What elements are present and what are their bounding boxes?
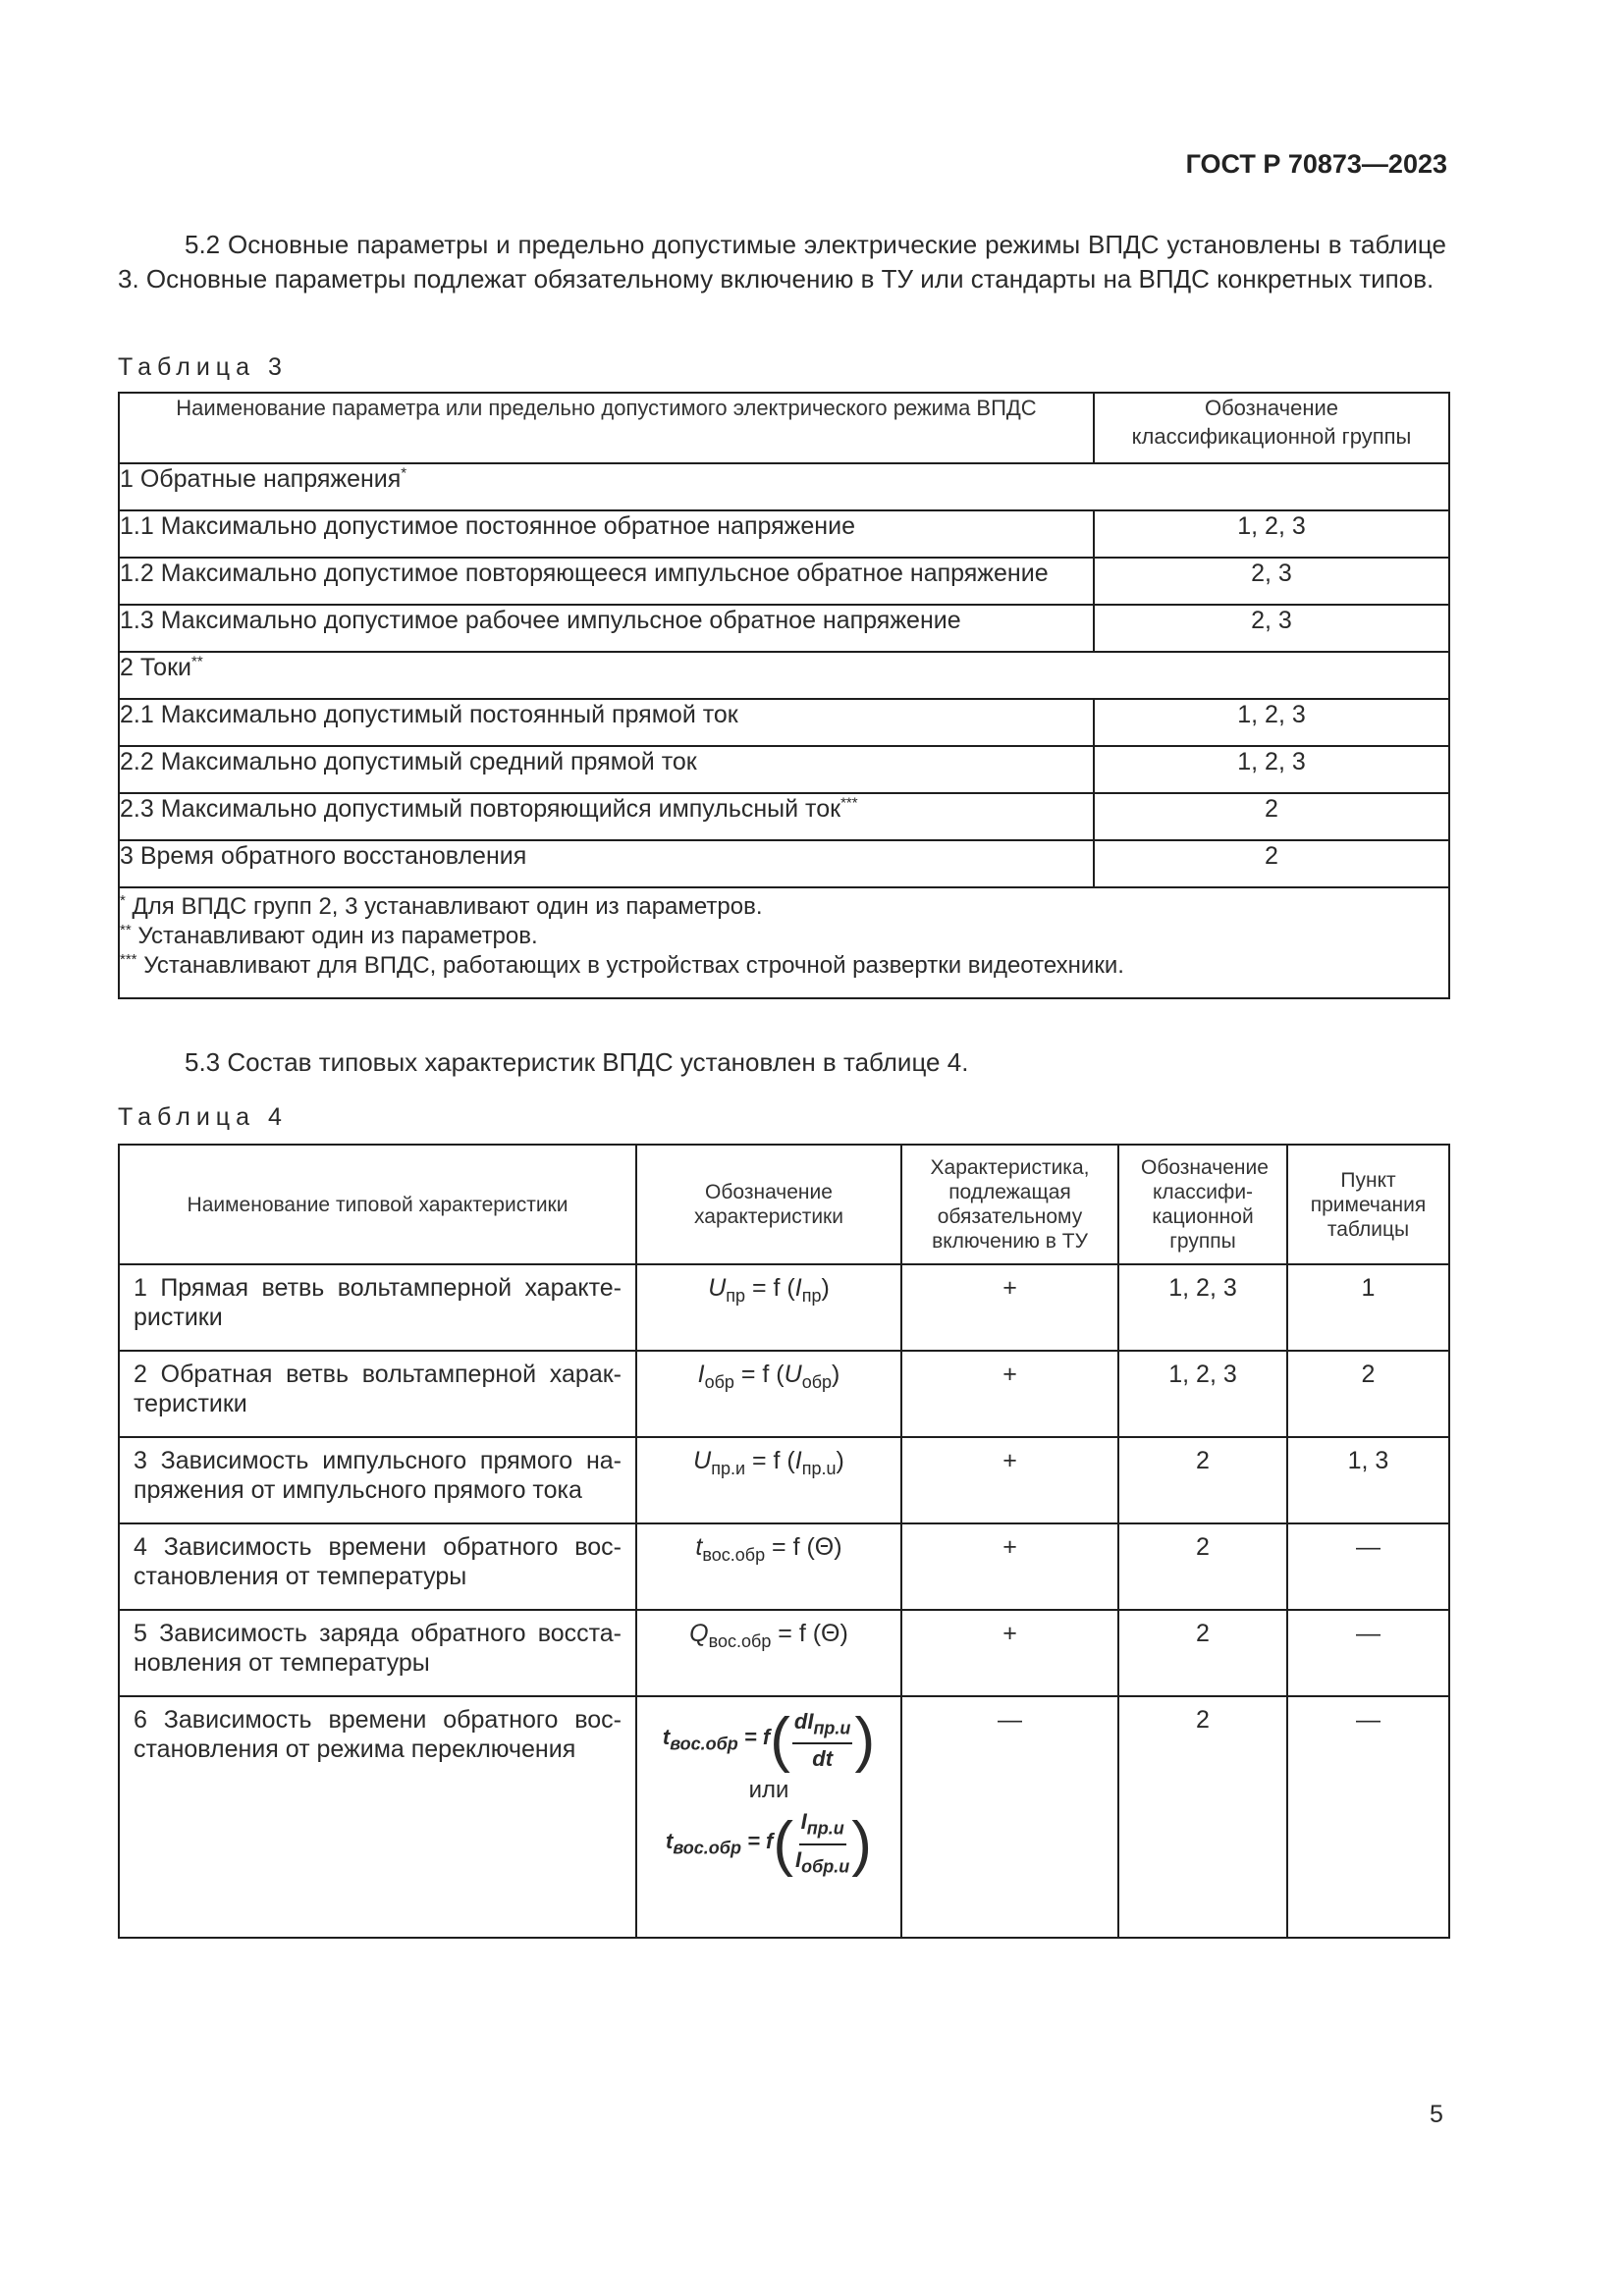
group-cell: 1, 2, 3 <box>1118 1351 1287 1437</box>
group-cell: 2, 3 <box>1094 605 1449 652</box>
formula: $Q_{вос.обр} = f$ (Θ) <box>636 1610 901 1696</box>
required-mark: — <box>901 1696 1118 1938</box>
characteristic-name: 6 Зависимость времени обратного вос-становления от режима переключения <box>119 1696 636 1938</box>
required-mark: + <box>901 1523 1118 1610</box>
table-4-caption: Таблица 4 <box>118 1103 288 1131</box>
table-row <box>119 605 1449 652</box>
footnote: * Для ВПДС групп 2, 3 устанавливают один из параметров. <box>120 892 763 920</box>
table-notes <box>119 887 1449 998</box>
required-mark: + <box>901 1437 1118 1523</box>
table-row <box>119 840 1449 887</box>
column-header: Обозначение характеристики <box>636 1145 901 1264</box>
parameter-cell: 1.3 Максимально допустимое рабочее импульсное обратное напряжение <box>119 605 1094 652</box>
table-row <box>119 1523 1449 1610</box>
formula <box>636 1696 901 1938</box>
group-cell: 2 <box>1094 793 1449 840</box>
characteristic-name: 1 Прямая ветвь вольтамперной характе-ристики <box>119 1264 636 1351</box>
paragraph-5-3: 5.3 Состав типовых характеристик ВПДС установлен в таблице 4. <box>185 1047 969 1077</box>
table-row <box>119 1610 1449 1696</box>
group-cell: 2 <box>1118 1696 1287 1938</box>
column-header: Наименование параметра или предельно допустимого электрического режима ВПДС <box>119 393 1094 463</box>
parameter-cell: 2.2 Максимально допустимый средний прямой ток <box>119 746 1094 793</box>
group-cell: 2 <box>1118 1437 1287 1523</box>
formula-variant: $t_{вос.обр} = f$ ( $\frac{I_{пр.и}}{I_{обр.и}}$ ) <box>666 1809 872 1878</box>
table-row <box>119 558 1449 605</box>
footnote: *** Устанавливают для ВПДС, работающих в устройствах строчной развертки видеотехники. <box>120 951 1124 979</box>
group-cell: 2 <box>1094 840 1449 887</box>
table-row <box>119 652 1449 699</box>
characteristic-name: 3 Зависимость импульсного прямого на-пряжения от импульсного прямого тока <box>119 1437 636 1523</box>
paragraph-5-2: 5.2 Основные параметры и предельно допустимые электрические режимы ВПДС установлены в таблице 3. Основные параметры подлежат обязательному включению в ТУ или стандарты на ВПДС конкретных типов. <box>118 230 1446 294</box>
parameter-cell: 2.3 Максимально допустимый повторяющийся импульсный ток*** <box>119 793 1094 840</box>
table-row <box>119 510 1449 558</box>
note-ref: — <box>1287 1523 1449 1610</box>
table-header <box>119 1145 1449 1264</box>
group-cell: 2, 3 <box>1094 558 1449 605</box>
characteristic-name: 5 Зависимость заряда обратного восста-новления от температуры <box>119 1610 636 1696</box>
footnote: ** Устанавливают один из параметров. <box>120 922 538 949</box>
table-row <box>119 1264 1449 1351</box>
table-row <box>119 1437 1449 1523</box>
formula-or: или <box>748 1777 789 1804</box>
characteristic-name: 2 Обратная ветвь вольтамперной харак-теристики <box>119 1351 636 1437</box>
group-cell: 1, 2, 3 <box>1094 699 1449 746</box>
column-header: Обозначение классифи-кационной группы <box>1118 1145 1287 1264</box>
page-number: 5 <box>1430 2101 1443 2128</box>
table-row <box>119 1351 1449 1437</box>
required-mark: + <box>901 1264 1118 1351</box>
table-row <box>119 463 1449 510</box>
standard-designation: ГОСТ Р 70873—2023 <box>1185 149 1447 179</box>
column-header: Характеристика, подлежащая обязательному включению в ТУ <box>901 1145 1118 1264</box>
note-ref: 2 <box>1287 1351 1449 1437</box>
parameter-cell: 1.1 Максимально допустимое постоянное обратное напряжение <box>119 510 1094 558</box>
column-header: Обозначение классификационной группы <box>1094 393 1449 463</box>
group-cell: 1, 2, 3 <box>1094 510 1449 558</box>
group-cell: 2 <box>1118 1523 1287 1610</box>
table-3-caption: Таблица 3 <box>118 353 288 381</box>
column-header: Наименование типовой характеристики <box>119 1145 636 1264</box>
table-3 <box>118 392 1450 999</box>
group-cell: 2 <box>1118 1610 1287 1696</box>
table-row <box>119 699 1449 746</box>
table-row <box>119 746 1449 793</box>
required-mark: + <box>901 1610 1118 1696</box>
table-row <box>119 1696 1449 1938</box>
required-mark: + <box>901 1351 1118 1437</box>
section-cell: 2 Токи** <box>119 652 1449 699</box>
parameter-cell: 2.1 Максимально допустимый постоянный прямой ток <box>119 699 1094 746</box>
table-row <box>119 793 1449 840</box>
characteristic-name: 4 Зависимость времени обратного вос-становления от температуры <box>119 1523 636 1610</box>
table-header <box>119 393 1449 463</box>
formula: $U_{пр.и} = f$ $(I_{пр.u})$ <box>636 1437 901 1523</box>
formula: $t_{вос.обр} = f$ (Θ) <box>636 1523 901 1610</box>
formula-variant: $t_{вос.обр} = f$ ( $\frac{dI_{пр.и}}{dt}$ ) <box>662 1706 876 1775</box>
column-header: Пункт примечания таблицы <box>1287 1145 1449 1264</box>
notes-cell <box>119 887 1449 998</box>
group-cell: 1, 2, 3 <box>1118 1264 1287 1351</box>
note-ref: — <box>1287 1696 1449 1938</box>
note-ref: 1 <box>1287 1264 1449 1351</box>
table-4 <box>118 1144 1450 1939</box>
group-cell: 1, 2, 3 <box>1094 746 1449 793</box>
note-ref: — <box>1287 1610 1449 1696</box>
parameter-cell: 3 Время обратного восстановления <box>119 840 1094 887</box>
note-ref: 1, 3 <box>1287 1437 1449 1523</box>
formula: $U_{пр} = f$ $(I_{пр})$ <box>636 1264 901 1351</box>
formula: $I_{обр} = f$ $(U_{обр})$ <box>636 1351 901 1437</box>
parameter-cell: 1.2 Максимально допустимое повторяющееся импульсное обратное напряжение <box>119 558 1094 605</box>
section-cell: 1 Обратные напряжения* <box>119 463 1449 510</box>
